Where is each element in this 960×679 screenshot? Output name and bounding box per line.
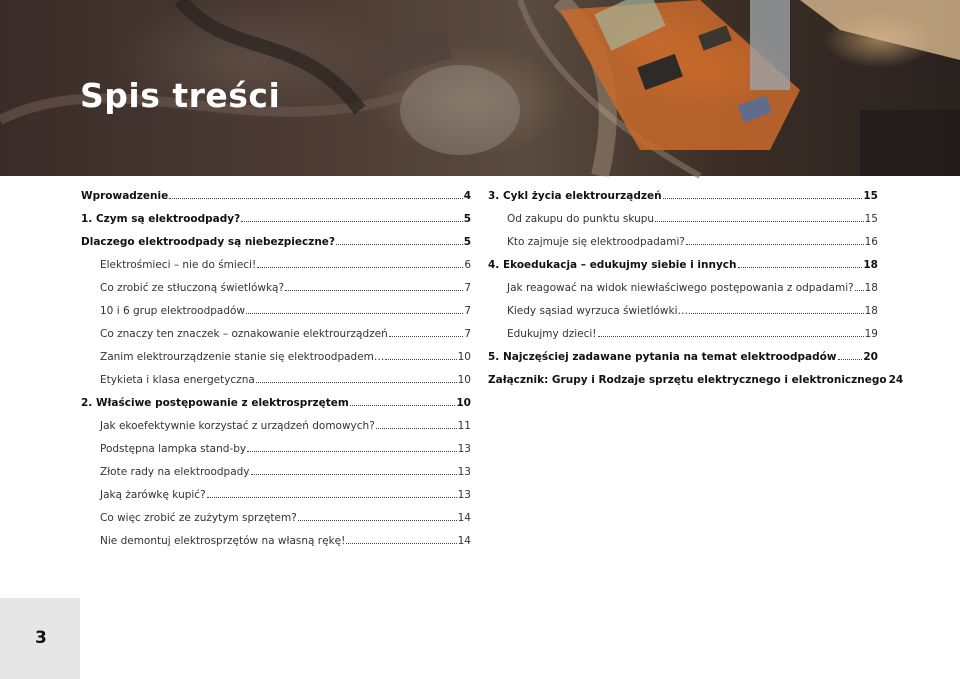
toc-entry[interactable] bbox=[488, 213, 878, 236]
toc-leader-dots bbox=[350, 397, 456, 406]
toc-entry[interactable] bbox=[81, 374, 471, 397]
toc-entry-page: 24 bbox=[888, 374, 904, 386]
toc-entry[interactable] bbox=[81, 351, 471, 374]
toc-entry[interactable] bbox=[81, 443, 471, 466]
toc-entry-page: 13 bbox=[457, 443, 471, 455]
toc-entry[interactable] bbox=[81, 259, 471, 282]
toc-entry[interactable] bbox=[81, 466, 471, 489]
toc-leader-dots bbox=[376, 420, 457, 429]
toc-entry-title: Załącznik: Grupy i Rodzaje sprzętu elektrycznego i elektronicznego bbox=[488, 374, 887, 386]
toc-entry-page: 10 bbox=[457, 351, 471, 363]
toc-leader-dots bbox=[655, 213, 864, 222]
toc-leader-dots bbox=[738, 259, 863, 268]
toc-leader-dots bbox=[169, 190, 462, 199]
toc-column-left bbox=[81, 190, 471, 558]
toc-entry-title: Zanim elektrourządzenie stanie się elektroodpadem… bbox=[100, 351, 385, 363]
toc-entry-title: Co więc zrobić ze zużytym sprzętem? bbox=[100, 512, 297, 524]
header-photo bbox=[0, 0, 960, 176]
toc-leader-dots bbox=[336, 236, 463, 245]
toc-leader-dots bbox=[247, 443, 457, 452]
toc-entry-title: Nie demontuj elektrosprzętów na własną rękę! bbox=[100, 535, 346, 547]
toc-entry-title: 2. Właściwe postępowanie z elektrosprzętem bbox=[81, 397, 349, 409]
toc-leader-dots bbox=[598, 328, 864, 337]
toc-entry-page: 11 bbox=[457, 420, 471, 432]
toc-entry[interactable] bbox=[488, 259, 878, 282]
toc-entry-page: 5 bbox=[463, 213, 471, 225]
toc-entry-page: 14 bbox=[457, 535, 471, 547]
toc-leader-dots bbox=[686, 236, 864, 245]
toc-entry-page: 13 bbox=[457, 466, 471, 478]
toc-column-right bbox=[488, 190, 904, 397]
toc-entry[interactable] bbox=[81, 282, 471, 305]
toc-leader-dots bbox=[385, 351, 456, 360]
toc-leader-dots bbox=[389, 328, 464, 337]
toc-entry-page: 16 bbox=[864, 236, 878, 248]
toc-entry-title: 5. Najczęściej zadawane pytania na temat elektroodpadów bbox=[488, 351, 837, 363]
toc-entry-page: 20 bbox=[863, 351, 878, 363]
toc-entry-title: 1. Czym są elektroodpady? bbox=[81, 213, 241, 225]
toc-leader-dots bbox=[257, 259, 463, 268]
toc-entry[interactable] bbox=[81, 236, 471, 259]
toc-entry-title: Od zakupu do punktu skupu bbox=[507, 213, 655, 225]
toc-entry-page: 19 bbox=[864, 328, 878, 340]
toc-entry[interactable] bbox=[81, 328, 471, 351]
toc-entry-title: Etykieta i klasa energetyczna bbox=[100, 374, 255, 386]
toc-leader-dots bbox=[207, 489, 457, 498]
toc-entry-title: Co zrobić ze stłuczoną świetlówką? bbox=[100, 282, 285, 294]
toc-entry-title: Co znaczy ten znaczek – oznakowanie elektrourządzeń bbox=[100, 328, 388, 340]
page-number: 3 bbox=[35, 628, 47, 648]
toc-leader-dots bbox=[346, 535, 456, 544]
toc-entry-title: Jaką żarówkę kupić? bbox=[100, 489, 206, 501]
toc-entry-page: 10 bbox=[457, 374, 471, 386]
toc-entry[interactable] bbox=[488, 374, 904, 397]
toc-entry-title: Wprowadzenie bbox=[81, 190, 169, 202]
toc-entry-title: Edukujmy dzieci! bbox=[507, 328, 597, 340]
toc-entry-page: 7 bbox=[464, 305, 471, 317]
toc-entry[interactable] bbox=[488, 305, 878, 328]
toc-leader-dots bbox=[251, 466, 457, 475]
toc-entry-page: 13 bbox=[457, 489, 471, 501]
toc-entry[interactable] bbox=[488, 351, 878, 374]
toc-entry[interactable] bbox=[81, 305, 471, 328]
toc-leader-dots bbox=[855, 282, 864, 291]
toc-entry[interactable] bbox=[81, 489, 471, 512]
toc-entry-page: 15 bbox=[863, 190, 878, 202]
toc-entry-title: Złote rady na elektroodpady bbox=[100, 466, 250, 478]
toc-leader-dots bbox=[256, 374, 457, 383]
toc-entry-page: 10 bbox=[456, 397, 471, 409]
toc-entry[interactable] bbox=[488, 190, 878, 213]
toc-entry-title: Kto zajmuje się elektroodpadami? bbox=[507, 236, 685, 248]
toc-entry-page: 15 bbox=[864, 213, 878, 225]
page-title: Spis treści bbox=[80, 76, 281, 115]
toc-entry-title: 3. Cykl życia elektrourządzeń bbox=[488, 190, 662, 202]
toc-entry-page: 18 bbox=[863, 259, 878, 271]
toc-entry[interactable] bbox=[488, 328, 878, 351]
toc-entry[interactable] bbox=[81, 535, 471, 558]
toc-entry[interactable] bbox=[81, 213, 471, 236]
toc-leader-dots bbox=[246, 305, 463, 314]
toc-leader-dots bbox=[689, 305, 864, 314]
toc-entry[interactable] bbox=[81, 190, 471, 213]
toc-leader-dots bbox=[838, 351, 863, 360]
toc-entry[interactable] bbox=[81, 512, 471, 535]
toc-entry-page: 7 bbox=[464, 282, 471, 294]
toc-entry-page: 7 bbox=[464, 328, 471, 340]
toc-entry[interactable] bbox=[81, 420, 471, 443]
toc-leader-dots bbox=[298, 512, 457, 521]
toc-entry[interactable] bbox=[488, 236, 878, 259]
toc-entry-title: Kiedy sąsiad wyrzuca świetlówki… bbox=[507, 305, 689, 317]
toc-entry-page: 4 bbox=[463, 190, 471, 202]
toc-entry-page: 18 bbox=[864, 305, 878, 317]
toc-entry-page: 6 bbox=[464, 259, 471, 271]
toc-entry-title: Jak reagować na widok niewłaściwego postępowania z odpadami? bbox=[507, 282, 854, 294]
toc-entry-page: 5 bbox=[463, 236, 471, 248]
toc-leader-dots bbox=[285, 282, 463, 291]
toc-entry-title: Podstępna lampka stand-by bbox=[100, 443, 247, 455]
toc-entry-page: 18 bbox=[864, 282, 878, 294]
toc-entry-title: Dlaczego elektroodpady są niebezpieczne? bbox=[81, 236, 336, 248]
toc-entry-title: 10 i 6 grup elektroodpadów bbox=[100, 305, 246, 317]
toc-entry-title: Elektrośmieci – nie do śmieci! bbox=[100, 259, 257, 271]
toc-entry[interactable] bbox=[81, 397, 471, 420]
toc-entry-title: 4. Ekoedukacja – edukujmy siebie i innych bbox=[488, 259, 737, 271]
toc-entry-title: Jak ekoefektywnie korzystać z urządzeń domowych? bbox=[100, 420, 375, 432]
toc-leader-dots bbox=[241, 213, 462, 222]
toc-entry[interactable] bbox=[488, 282, 878, 305]
toc-entry-page: 14 bbox=[457, 512, 471, 524]
toc-leader-dots bbox=[663, 190, 863, 199]
